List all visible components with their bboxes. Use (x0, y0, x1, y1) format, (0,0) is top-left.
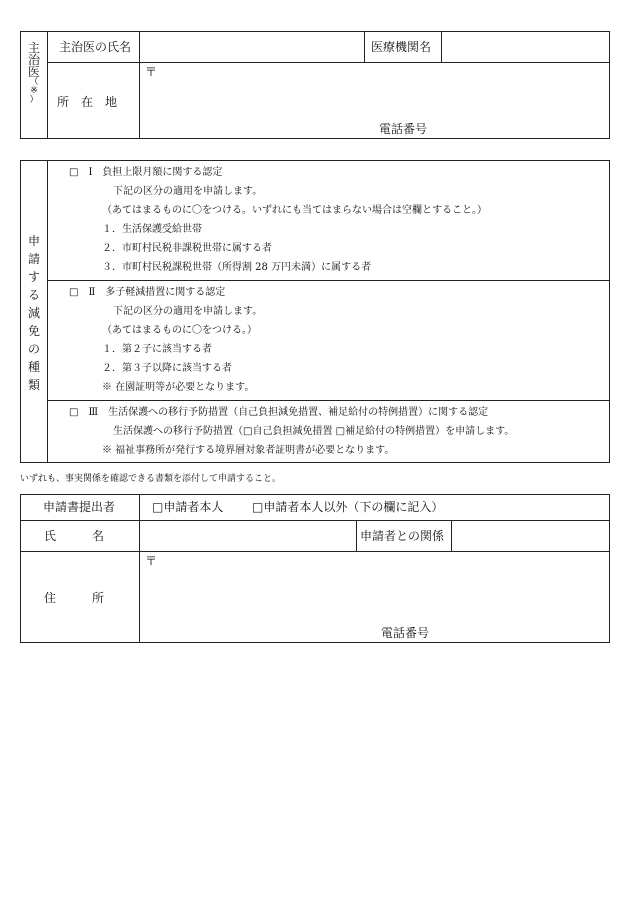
block1-item1[interactable]: １．生活保護受給世帯 (102, 224, 202, 235)
applicant-name-field[interactable] (142, 522, 352, 549)
doctor-name-field[interactable] (142, 33, 360, 60)
institution-field[interactable] (444, 33, 606, 60)
attachment-notice: いずれも、事実関係を確認できる書類を添付して申請すること。 (20, 474, 282, 484)
divider (441, 31, 442, 62)
divider (20, 520, 610, 521)
relation-label: 申請者との関係 (360, 529, 445, 543)
relation-field[interactable] (454, 522, 606, 549)
divider (451, 520, 452, 551)
label-char: 治 (27, 53, 40, 67)
block1-header[interactable]: □ Ⅰ 負担上限月額に関する認定 (69, 167, 223, 178)
doctor-section-label (24, 42, 44, 105)
submitter-label: 申請書提出者 (43, 500, 116, 514)
block2-line1: 下記の区分の適用を申請します。 (113, 306, 263, 317)
label-char: 医 (27, 65, 40, 79)
label-char: 主 (27, 41, 40, 55)
block3-line1[interactable]: 生活保護への移行予防措置（□自己負担減免措置 □補足給付の特例措置）を申請します。 (113, 426, 515, 437)
applicant-table (20, 494, 610, 643)
label-char: ※ (30, 86, 38, 96)
block1-line1: 下記の区分の適用を申請します。 (113, 186, 263, 197)
doctor-address-label: 所 在 地 (57, 95, 118, 109)
block1-line2: （あてはまるものに〇をつける。いずれにも当てはまらない場合は空欄とすること。） (102, 205, 487, 216)
block2-line2: （あてはまるものに〇をつける。） (102, 325, 257, 336)
block2-header[interactable]: □ Ⅱ 多子軽減措置に関する認定 (69, 287, 226, 298)
doctor-name-label: 主治医の氏名 (59, 40, 132, 54)
label-char: 減 (27, 306, 40, 320)
option-applicant-other[interactable]: □申請者本人以外（下の欄に記入） (252, 500, 444, 514)
divider (47, 160, 48, 463)
block2-item1[interactable]: １．第２子に該当する者 (102, 344, 212, 355)
divider (364, 31, 365, 62)
postal-mark: 〒 (145, 65, 158, 79)
label-char: る (27, 288, 40, 302)
block2-item2[interactable]: ２．第３子以降に該当する者 (102, 363, 232, 374)
block1-item3[interactable]: ３．市町村民税課税世帯（所得割 28 万円未満）に属する者 (102, 262, 372, 273)
block3-note: ※ 福祉事務所が発行する境界層対象者証明書が必要となります。 (102, 445, 395, 456)
postal-mark: 〒 (145, 554, 158, 568)
label-char: 種 (27, 360, 40, 374)
applicant-name-label: 氏 名 (44, 529, 105, 543)
label-char: 免 (27, 324, 40, 338)
option-applicant-self[interactable]: □申請者本人 (152, 500, 224, 514)
label-char: す (27, 270, 40, 284)
block3-header[interactable]: □ Ⅲ 生活保護への移行予防措置（自己負担減免措置、補足給付の特例措置）に関する認定 (69, 407, 489, 418)
label-char: （ (29, 77, 39, 87)
divider (47, 31, 48, 139)
block2-note: ※ 在園証明等が必要となります。 (102, 382, 255, 393)
applicant-phone-label: 電話番号 (381, 626, 430, 640)
divider (139, 31, 140, 139)
divider (47, 280, 610, 281)
label-char: の (27, 342, 40, 356)
reduction-section-label (24, 235, 44, 391)
label-char: 申 (27, 234, 40, 248)
divider (356, 520, 357, 551)
divider (47, 62, 610, 63)
institution-label: 医療機関名 (371, 40, 432, 54)
label-char: ） (29, 95, 39, 105)
doctor-phone-label: 電話番号 (379, 122, 428, 136)
label-char: 請 (27, 252, 40, 266)
label-char: 類 (27, 378, 40, 392)
divider (139, 494, 140, 643)
divider (20, 551, 610, 552)
applicant-address-label: 住 所 (44, 591, 105, 605)
block1-item2[interactable]: ２．市町村民税非課税世帯に属する者 (102, 243, 272, 254)
divider (47, 400, 610, 401)
